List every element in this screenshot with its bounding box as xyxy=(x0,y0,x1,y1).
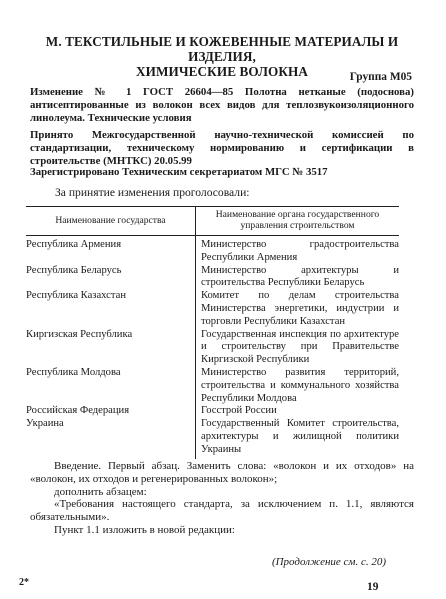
paragraph-requirements: «Требования настоящего стандарта, за исключением п. 1.1, являются обязательными». xyxy=(30,498,414,524)
page-number: 19 xyxy=(367,581,379,593)
state-cell: Украина xyxy=(26,418,196,458)
table-row xyxy=(26,367,399,405)
signature-mark: 2* xyxy=(19,577,29,588)
body-cell: Министерство развития территорий, строительства и коммунального хозяйства Республики Молдова xyxy=(201,366,399,404)
continuation-note: (Продолжение см. с. 20) xyxy=(271,556,386,568)
body-cell: Комитет по делам строительства Министерства энергетики, индустрии и торговли Республики Казахстан xyxy=(201,290,399,327)
state-cell: Республика Армения xyxy=(26,236,196,265)
paragraph-introduction: Введение. Первый абзац. Заменить слова: «волокон и их отходов» на «волокон, их отходов и регенерированных волокон»; xyxy=(30,460,414,485)
section-title-line2: ХИМИЧЕСКИЕ ВОЛОКНА xyxy=(135,64,309,79)
amendment-body xyxy=(30,460,414,537)
body-cell: Государственный Комитет строительства, архитектуры и жилищной политики Украины xyxy=(201,418,399,455)
group-code: Группа М05 xyxy=(349,71,412,83)
voting-table xyxy=(26,206,399,459)
table-row xyxy=(26,265,399,291)
amendment-title: Изменение № 1 ГОСТ 26604—85 Полотна нетканые (подоснова) антисептированные из волокон всех видов для теплозвукоизоляционного линолеума. Технические условия xyxy=(30,86,414,125)
table-row xyxy=(26,290,399,328)
table-row xyxy=(26,405,399,418)
table-row xyxy=(26,236,399,265)
body-cell: Государственная инспекция по архитектуре и строительству при Правительстве Киргизской Республики xyxy=(201,328,399,366)
state-cell: Киргизская Республика xyxy=(26,329,196,367)
state-cell: Республика Молдова xyxy=(26,367,196,405)
table-header-row xyxy=(26,207,399,236)
body-cell: Министерство градостроительства Республики Армения xyxy=(201,239,399,263)
voted-intro: За принятие изменения проголосовали: xyxy=(55,186,250,199)
state-cell: Республика Беларусь xyxy=(26,265,196,291)
section-title-line1: М. ТЕКСТИЛЬНЫЕ И КОЖЕВЕННЫЕ МАТЕРИАЛЫ И ИЗДЕЛИЯ, xyxy=(45,34,399,64)
column-header-body-line1: Наименование органа государственного xyxy=(215,209,380,220)
paragraph-clause: Пункт 1.1 изложить в новой редакции: xyxy=(54,523,235,536)
state-cell: Российская Федерация xyxy=(26,405,196,418)
table-row xyxy=(26,329,399,367)
column-header-state: Наименование государства xyxy=(26,207,196,236)
state-cell: Республика Казахстан xyxy=(26,290,196,328)
body-cell: Госстрой России xyxy=(201,405,277,417)
registration-statement: Зарегистрировано Техническим секретариатом МГС № 3517 xyxy=(30,166,328,178)
column-header-body-line2: управления строительством xyxy=(240,220,355,231)
paragraph-supplement: дополнить абзацем: xyxy=(54,485,147,498)
body-cell: Министерство архитектуры и строительства Республики Беларусь xyxy=(201,264,399,289)
adopted-by-statement: Принято Межгосударственной научно-технической комиссией по стандартизации, техническому нормированию и сертификации в строительстве (МНТКС) 20.05.99 xyxy=(30,129,414,168)
column-header-body xyxy=(196,207,400,236)
table-row xyxy=(26,418,399,458)
